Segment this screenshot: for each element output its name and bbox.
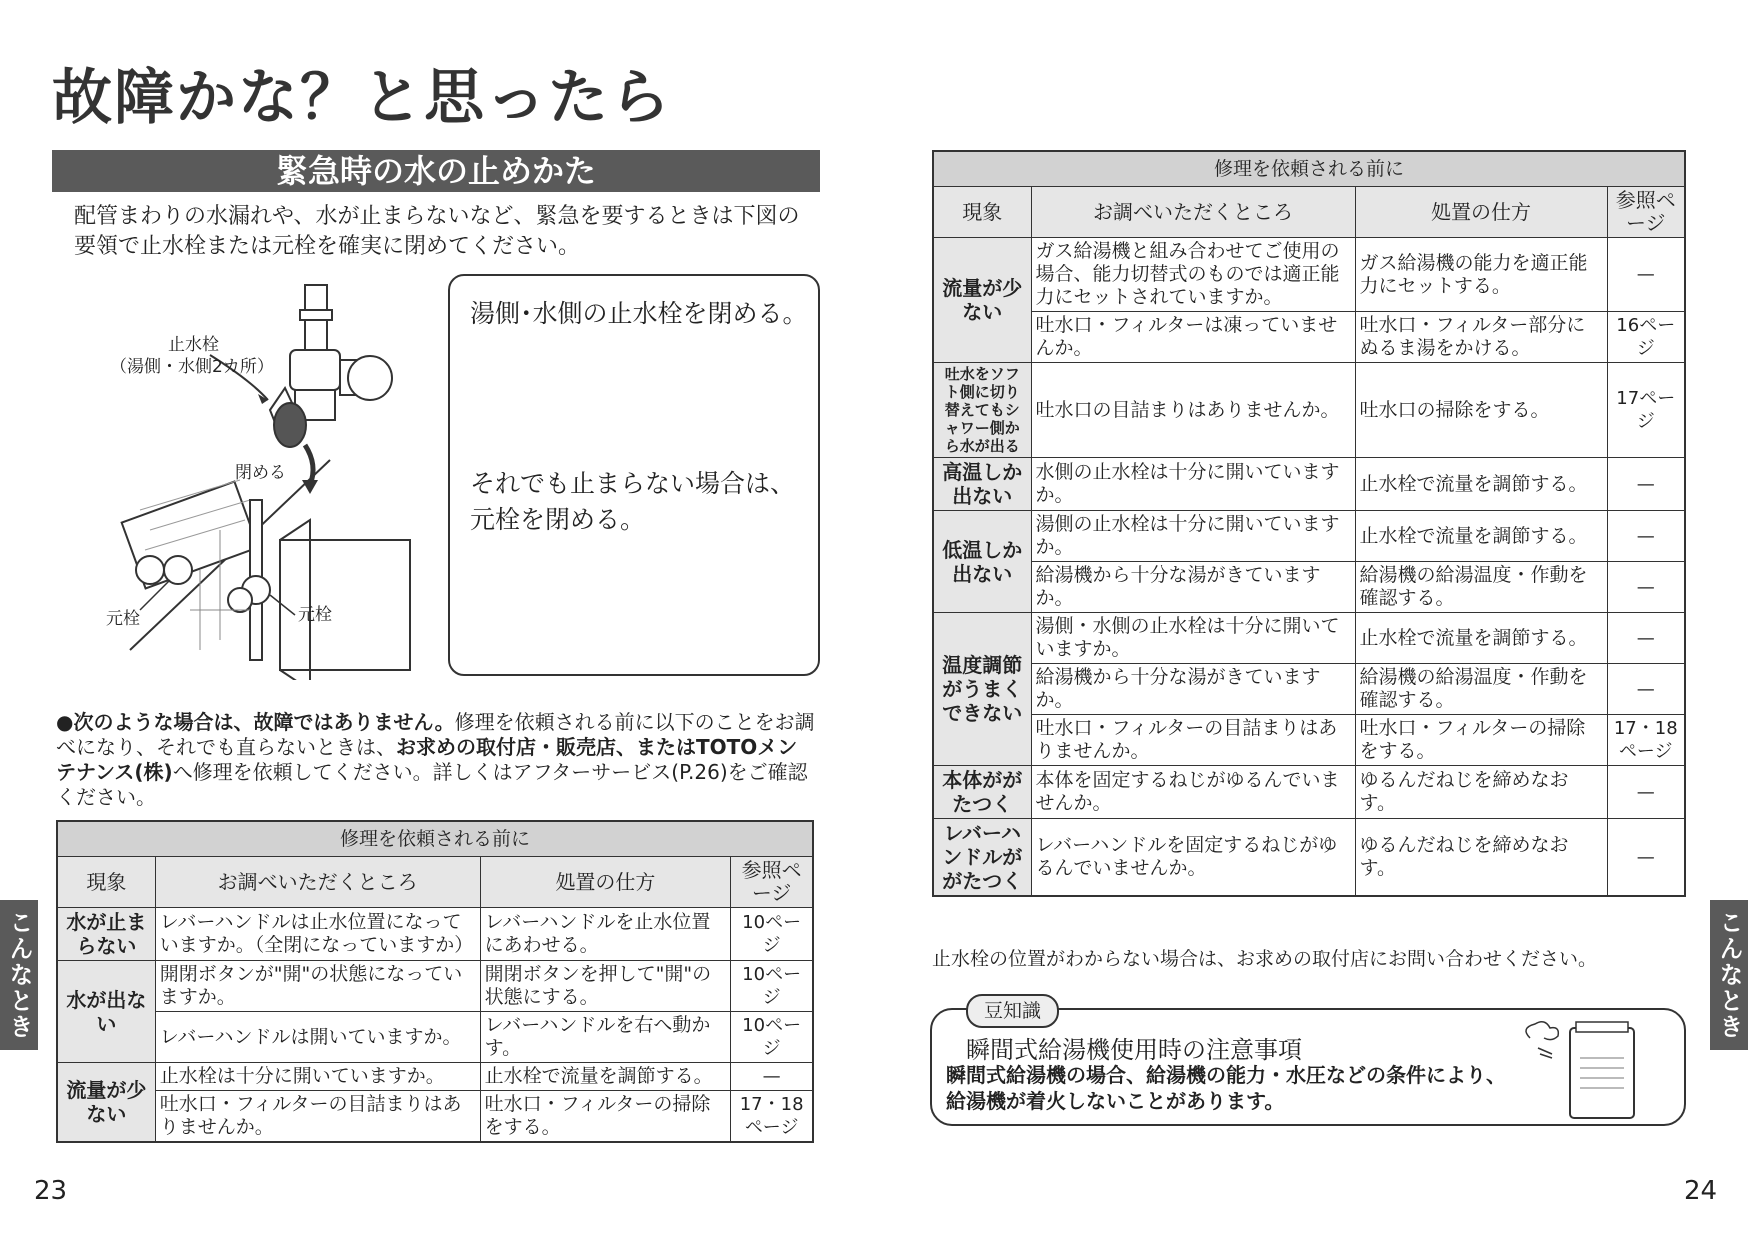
column-header: 処置の仕方 — [1355, 187, 1607, 238]
column-header: 処置の仕方 — [480, 857, 731, 908]
page-ref-cell: 10ページ — [731, 1012, 813, 1063]
check-cell: 開閉ボタンが"開"の状態になっていますか。 — [155, 961, 480, 1012]
action-cell: レバーハンドルを右へ動かす。 — [480, 1012, 731, 1063]
table-row — [933, 715, 1685, 766]
page-ref-cell: — — [1607, 238, 1685, 312]
notice-contact: お求めの取付店・販売店、またはTOTOメンテナンス(株) — [56, 735, 798, 784]
page-ref-cell: — — [1607, 562, 1685, 613]
action-cell: レバーハンドルを止水位置にあわせる。 — [480, 908, 731, 961]
check-cell: 吐水口・フィルターの目詰まりはありませんか。 — [1031, 715, 1355, 766]
symptom-cell: 本体ががたつく — [933, 766, 1031, 819]
table-row — [933, 562, 1685, 613]
table-caption: 修理を依頼される前に — [933, 151, 1685, 187]
page-ref-cell: — — [1607, 511, 1685, 562]
page-ref-cell: — — [1607, 664, 1685, 715]
page-ref-cell: — — [1607, 458, 1685, 511]
symptom-cell: 高温しか出ない — [933, 458, 1031, 511]
column-header: 現象 — [933, 187, 1031, 238]
table-caption: 修理を依頼される前に — [57, 821, 813, 857]
table-row — [933, 766, 1685, 819]
check-cell: 吐水口・フィルターは凍っていませんか。 — [1031, 312, 1355, 363]
symptom-cell: 流量が少ない — [933, 238, 1031, 363]
page-ref-cell: 17・18ページ — [1607, 715, 1685, 766]
action-cell: 給湯機の給湯温度・作動を確認する。 — [1355, 562, 1607, 613]
symptom-cell: 温度調節がうまくできない — [933, 613, 1031, 766]
instruction-step-1: 湯側･水側の止水栓を閉める。 — [470, 299, 808, 328]
table-row — [57, 961, 813, 1012]
check-cell: 止水栓は十分に開いていますか。 — [155, 1063, 480, 1091]
table-row — [933, 238, 1685, 312]
notice-body-1: 修理を依頼される前に以下のことをお調べになり、それでも直らないときは、 — [56, 710, 815, 759]
table-row — [57, 1012, 813, 1063]
action-cell: ガス給湯機の能力を適正能力にセットする。 — [1355, 238, 1607, 312]
valve-label: 止水栓 — [168, 335, 219, 355]
table-row — [933, 312, 1685, 363]
main-valve-label-left: 元栓 — [106, 609, 140, 629]
action-cell: ゆるんだねじを締めなおす。 — [1355, 819, 1607, 897]
symptom-cell: レバーハンドルががたつく — [933, 819, 1031, 897]
table-row — [933, 613, 1685, 664]
action-cell: 開閉ボタンを押して"開"の状態にする。 — [480, 961, 731, 1012]
column-header: お調べいただくところ — [155, 857, 480, 908]
notice-text — [56, 710, 816, 810]
page-ref-cell: — — [1607, 613, 1685, 664]
action-cell: 吐水口・フィルターの掃除をする。 — [1355, 715, 1607, 766]
check-cell: 吐水口の目詰まりはありませんか。 — [1031, 363, 1355, 458]
column-header: お調べいただくところ — [1031, 187, 1355, 238]
instruction-step-2: それでも止まらない場合は、元栓を閉める。 — [470, 469, 796, 534]
action-cell: 止水栓で流量を調節する。 — [480, 1063, 731, 1091]
check-cell: 湯側・水側の止水栓は十分に開いていますか。 — [1031, 613, 1355, 664]
column-header: 現象 — [57, 857, 155, 908]
instruction-box — [448, 274, 820, 676]
check-cell: レバーハンドルは止水位置になっていますか。（全閉になっていますか） — [155, 908, 480, 961]
check-cell: 吐水口・フィルターの目詰まりはありませんか。 — [155, 1091, 480, 1143]
table-row — [57, 1091, 813, 1143]
check-cell: ガス給湯機と組み合わせてご使用の場合、能力切替式のものでは適正能力にセットされていますか。 — [1031, 238, 1355, 312]
symptom-cell: 流量が少ない — [57, 1063, 155, 1143]
action-cell: 止水栓で流量を調節する。 — [1355, 613, 1607, 664]
troubleshoot-table-left — [56, 820, 814, 1143]
close-label: 閉める — [235, 463, 286, 483]
check-cell: 給湯機から十分な湯がきていますか。 — [1031, 664, 1355, 715]
page-ref-cell: 16ページ — [1607, 312, 1685, 363]
footnote-text: 止水栓の位置がわからない場合は、お求めの取付店にお問い合わせください。 — [932, 948, 1598, 970]
check-cell: 給湯機から十分な湯がきていますか。 — [1031, 562, 1355, 613]
side-tab-right[interactable]: こんなときは — [1710, 900, 1748, 1050]
action-cell: 止水栓で流量を調節する。 — [1355, 511, 1607, 562]
page-ref-cell: — — [1607, 819, 1685, 897]
page-ref-cell: — — [731, 1063, 813, 1091]
tip-body: 瞬間式給湯機の場合、給湯機の能力・水圧などの条件により、給湯機が着火しないことがあります。 — [946, 1063, 1506, 1113]
column-header: 参照ページ — [1607, 187, 1685, 238]
symptom-cell: 低温しか出ない — [933, 511, 1031, 613]
valve-illustration — [90, 270, 420, 680]
side-tab-left[interactable]: こんなとき — [0, 900, 38, 1050]
page-ref-cell: 17ページ — [1607, 363, 1685, 458]
page-ref-cell: 10ページ — [731, 961, 813, 1012]
page-number-right: 24 — [1684, 1176, 1718, 1206]
valve-sub-label: （湯側・水側2カ所） — [110, 357, 274, 377]
table-row — [57, 1063, 813, 1091]
action-cell: 吐水口の掃除をする。 — [1355, 363, 1607, 458]
intro-text: 配管まわりの水漏れや、水が止まらないなど、緊急を要するときは下図の要領で止水栓または元栓を確実に閉めてください。 — [74, 204, 800, 259]
tip-label: 豆知識 — [966, 994, 1059, 1028]
action-cell: 止水栓で流量を調節する。 — [1355, 458, 1607, 511]
page-number-left: 23 — [34, 1176, 68, 1206]
column-header: 参照ページ — [731, 857, 813, 908]
tip-title: 瞬間式給湯機使用時の注意事項 — [966, 1036, 1302, 1064]
section-heading: 緊急時の水の止めかた — [52, 150, 820, 192]
page-ref-cell: — — [1607, 766, 1685, 819]
table-row — [57, 908, 813, 961]
table-row — [933, 664, 1685, 715]
table-row — [933, 458, 1685, 511]
check-cell: 水側の止水栓は十分に開いていますか。 — [1031, 458, 1355, 511]
table-row — [933, 511, 1685, 562]
action-cell: 吐水口・フィルター部分にぬるま湯をかける。 — [1355, 312, 1607, 363]
check-cell: レバーハンドルを固定するねじがゆるんでいませんか。 — [1031, 819, 1355, 897]
notice-body-2: へ修理を依頼してください。詳しくはアフターサービス(P.26)をご確認ください。 — [56, 760, 808, 809]
symptom-cell: 吐水をソフト側に切り替えてもシャワー側から水が出る — [933, 363, 1031, 458]
notice-lead: ●次のような場合は、故障ではありません。 — [56, 710, 455, 734]
page-ref-cell: 17・18ページ — [731, 1091, 813, 1143]
check-cell: レバーハンドルは開いていますか。 — [155, 1012, 480, 1063]
symptom-cell: 水が出ない — [57, 961, 155, 1063]
page-title: 故障かな？と思ったら — [52, 63, 672, 133]
check-cell: 本体を固定するねじがゆるんでいませんか。 — [1031, 766, 1355, 819]
action-cell: 吐水口・フィルターの掃除をする。 — [480, 1091, 731, 1143]
symptom-cell: 水が止まらない — [57, 908, 155, 961]
main-valve-label-right: 元栓 — [298, 605, 332, 625]
water-heater-icon — [1510, 1018, 1680, 1122]
check-cell: 湯側の止水栓は十分に開いていますか。 — [1031, 511, 1355, 562]
table-row — [933, 363, 1685, 458]
water-heater-illustration — [1510, 1018, 1680, 1122]
troubleshoot-table-right — [932, 150, 1686, 897]
page-ref-cell: 10ページ — [731, 908, 813, 961]
action-cell: ゆるんだねじを締めなおす。 — [1355, 766, 1607, 819]
table-row — [933, 819, 1685, 897]
action-cell: 給湯機の給湯温度・作動を確認する。 — [1355, 664, 1607, 715]
